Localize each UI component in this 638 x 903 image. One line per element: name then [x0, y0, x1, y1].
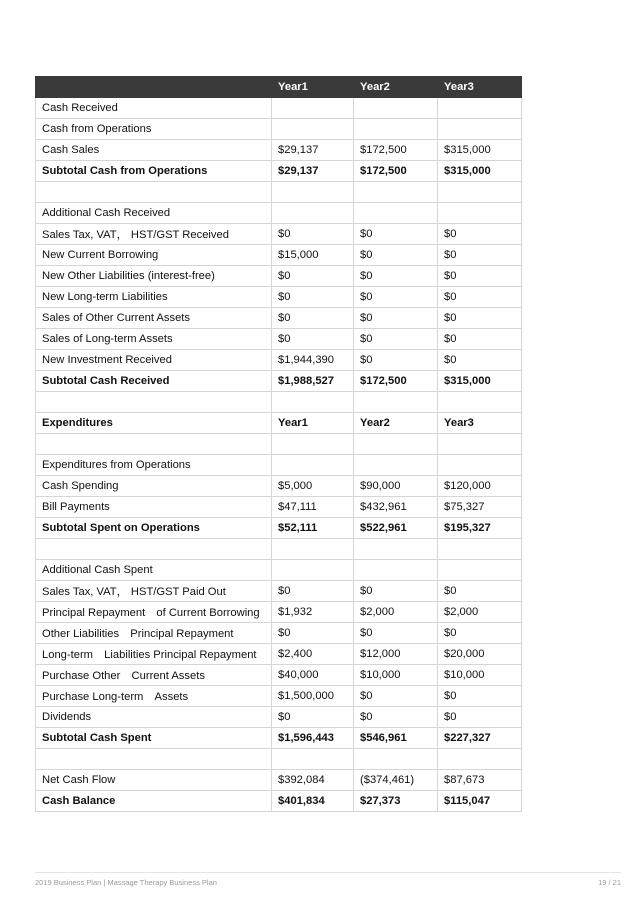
row-label-cell: Subtotal Cash Received — [36, 371, 272, 392]
year2-value-cell — [354, 560, 438, 581]
year1-value-cell — [272, 182, 354, 203]
year3-value-cell — [438, 455, 522, 476]
year3-value-cell: $0 — [438, 224, 522, 245]
row-label-cell: Cash from Operations — [36, 119, 272, 140]
year2-value-cell: $12,000 — [354, 644, 438, 665]
year1-value-cell — [272, 119, 354, 140]
row-label-cell: Principal Repayment of Current Borrowing — [36, 602, 272, 623]
header-label-cell — [36, 77, 272, 98]
row-label-cell: New Other Liabilities (interest-free) — [36, 266, 272, 287]
row-label-cell: Cash Spending — [36, 476, 272, 497]
year1-value-cell — [272, 203, 354, 224]
row-label-cell: Bill Payments — [36, 497, 272, 518]
table-body — [36, 98, 522, 812]
year2-value-cell: $27,373 — [354, 791, 438, 812]
year3-value-cell — [438, 749, 522, 770]
table-row — [36, 371, 522, 392]
row-label-cell: New Investment Received — [36, 350, 272, 371]
year2-value-cell: $2,000 — [354, 602, 438, 623]
table-row — [36, 497, 522, 518]
row-label-cell: Dividends — [36, 707, 272, 728]
year3-value-cell: $0 — [438, 350, 522, 371]
footer-page-number: 19 / 21 — [598, 878, 621, 887]
year3-value-cell: $227,327 — [438, 728, 522, 749]
table-row — [36, 770, 522, 791]
year1-value-cell: $52,111 — [272, 518, 354, 539]
year1-value-cell — [272, 539, 354, 560]
year1-value-cell: $47,111 — [272, 497, 354, 518]
year1-value-cell: $1,596,443 — [272, 728, 354, 749]
row-label-cell: Additional Cash Spent — [36, 560, 272, 581]
table-row — [36, 518, 522, 539]
year1-value-cell — [272, 560, 354, 581]
year2-value-cell: $0 — [354, 287, 438, 308]
year3-value-cell — [438, 434, 522, 455]
table-row — [36, 161, 522, 182]
year1-value-cell: $1,500,000 — [272, 686, 354, 707]
year2-value-cell: $432,961 — [354, 497, 438, 518]
year1-value-cell: $1,932 — [272, 602, 354, 623]
year2-value-cell: $0 — [354, 224, 438, 245]
year3-value-cell: $0 — [438, 686, 522, 707]
table-row — [36, 308, 522, 329]
year3-value-cell: $0 — [438, 266, 522, 287]
year2-value-cell — [354, 455, 438, 476]
year2-value-cell — [354, 203, 438, 224]
year3-value-cell: $2,000 — [438, 602, 522, 623]
table-row — [36, 434, 522, 455]
row-label-cell: Purchase Other Current Assets — [36, 665, 272, 686]
year1-value-cell — [272, 98, 354, 119]
row-label-cell — [36, 539, 272, 560]
year1-value-cell: $0 — [272, 308, 354, 329]
table-row — [36, 560, 522, 581]
year3-value-cell: Year3 — [438, 413, 522, 434]
year2-value-cell: $0 — [354, 266, 438, 287]
year2-value-cell: $0 — [354, 308, 438, 329]
table-row — [36, 539, 522, 560]
year3-value-cell: $195,327 — [438, 518, 522, 539]
year3-value-cell: $115,047 — [438, 791, 522, 812]
year3-value-cell — [438, 182, 522, 203]
year1-value-cell: $5,000 — [272, 476, 354, 497]
year2-value-cell: $0 — [354, 686, 438, 707]
year1-value-cell: $0 — [272, 329, 354, 350]
row-label-cell: Sales of Other Current Assets — [36, 308, 272, 329]
row-label-cell — [36, 182, 272, 203]
year3-value-cell: $315,000 — [438, 161, 522, 182]
table-row — [36, 602, 522, 623]
year2-value-cell — [354, 392, 438, 413]
year2-value-cell: $172,500 — [354, 140, 438, 161]
table-row — [36, 665, 522, 686]
year2-value-cell: Year2 — [354, 413, 438, 434]
year1-value-cell — [272, 392, 354, 413]
year2-value-cell: $172,500 — [354, 161, 438, 182]
table-row — [36, 98, 522, 119]
year1-value-cell: $392,084 — [272, 770, 354, 791]
year3-value-cell: $0 — [438, 623, 522, 644]
table-header-row — [36, 77, 522, 98]
table-row — [36, 266, 522, 287]
row-label-cell: Cash Balance — [36, 791, 272, 812]
footer-document-title: 2019 Business Plan | Massage Therapy Business Plan — [35, 878, 217, 887]
row-label-cell: Long-term Liabilities Principal Repayment — [36, 644, 272, 665]
row-label-cell — [36, 749, 272, 770]
row-label-cell: Subtotal Spent on Operations — [36, 518, 272, 539]
year3-value-cell — [438, 119, 522, 140]
header-year2: Year2 — [354, 77, 438, 98]
year2-value-cell: $90,000 — [354, 476, 438, 497]
cash-flow-table — [35, 76, 522, 812]
year2-value-cell: $0 — [354, 707, 438, 728]
table-row — [36, 392, 522, 413]
year2-value-cell — [354, 182, 438, 203]
year3-value-cell — [438, 392, 522, 413]
table-row — [36, 140, 522, 161]
row-label-cell — [36, 434, 272, 455]
year3-value-cell — [438, 560, 522, 581]
year3-value-cell: $0 — [438, 308, 522, 329]
table-row — [36, 329, 522, 350]
year2-value-cell: $172,500 — [354, 371, 438, 392]
page-footer — [35, 872, 621, 887]
year1-value-cell: Year1 — [272, 413, 354, 434]
row-label-cell: Additional Cash Received — [36, 203, 272, 224]
year2-value-cell — [354, 539, 438, 560]
table-row — [36, 350, 522, 371]
year1-value-cell: $0 — [272, 287, 354, 308]
year1-value-cell — [272, 434, 354, 455]
year3-value-cell: $10,000 — [438, 665, 522, 686]
row-label-cell: Expenditures — [36, 413, 272, 434]
row-label-cell: Other Liabilities Principal Repayment — [36, 623, 272, 644]
table-row — [36, 455, 522, 476]
row-label-cell: Net Cash Flow — [36, 770, 272, 791]
year3-value-cell: $75,327 — [438, 497, 522, 518]
year3-value-cell: $315,000 — [438, 371, 522, 392]
row-label-cell: Sales Tax, VAT， HST/GST Paid Out — [36, 581, 272, 602]
year3-value-cell: $87,673 — [438, 770, 522, 791]
table-row — [36, 245, 522, 266]
table-row — [36, 644, 522, 665]
year3-value-cell: $0 — [438, 329, 522, 350]
table-row — [36, 623, 522, 644]
row-label-cell — [36, 392, 272, 413]
year1-value-cell: $401,834 — [272, 791, 354, 812]
year3-value-cell — [438, 539, 522, 560]
year1-value-cell: $2,400 — [272, 644, 354, 665]
year2-value-cell: $0 — [354, 581, 438, 602]
table-row — [36, 749, 522, 770]
year1-value-cell — [272, 455, 354, 476]
year2-value-cell: $10,000 — [354, 665, 438, 686]
year3-value-cell: $120,000 — [438, 476, 522, 497]
year3-value-cell — [438, 203, 522, 224]
table-row — [36, 413, 522, 434]
table-row — [36, 182, 522, 203]
year1-value-cell: $0 — [272, 224, 354, 245]
row-label-cell: Subtotal Cash from Operations — [36, 161, 272, 182]
header-year3: Year3 — [438, 77, 522, 98]
row-label-cell: New Long-term Liabilities — [36, 287, 272, 308]
header-year1: Year1 — [272, 77, 354, 98]
year1-value-cell: $1,988,527 — [272, 371, 354, 392]
year1-value-cell: $40,000 — [272, 665, 354, 686]
year3-value-cell: $0 — [438, 287, 522, 308]
year3-value-cell — [438, 98, 522, 119]
year1-value-cell: $15,000 — [272, 245, 354, 266]
year2-value-cell: $546,961 — [354, 728, 438, 749]
row-label-cell: New Current Borrowing — [36, 245, 272, 266]
year2-value-cell — [354, 119, 438, 140]
year1-value-cell: $0 — [272, 623, 354, 644]
table-row — [36, 686, 522, 707]
table-row — [36, 203, 522, 224]
year1-value-cell: $1,944,390 — [272, 350, 354, 371]
year1-value-cell: $0 — [272, 581, 354, 602]
row-label-cell: Sales Tax, VAT， HST/GST Received — [36, 224, 272, 245]
year1-value-cell — [272, 749, 354, 770]
year2-value-cell — [354, 749, 438, 770]
row-label-cell: Subtotal Cash Spent — [36, 728, 272, 749]
row-label-cell: Sales of Long-term Assets — [36, 329, 272, 350]
row-label-cell: Cash Received — [36, 98, 272, 119]
year1-value-cell: $0 — [272, 266, 354, 287]
year3-value-cell: $20,000 — [438, 644, 522, 665]
year1-value-cell: $29,137 — [272, 140, 354, 161]
year2-value-cell — [354, 98, 438, 119]
year2-value-cell — [354, 434, 438, 455]
year2-value-cell: ($374,461) — [354, 770, 438, 791]
year2-value-cell: $0 — [354, 623, 438, 644]
table-row — [36, 581, 522, 602]
year3-value-cell: $0 — [438, 581, 522, 602]
year2-value-cell: $0 — [354, 350, 438, 371]
year1-value-cell: $0 — [272, 707, 354, 728]
year2-value-cell: $0 — [354, 329, 438, 350]
table-row — [36, 224, 522, 245]
table-row — [36, 476, 522, 497]
row-label-cell: Expenditures from Operations — [36, 455, 272, 476]
year2-value-cell: $522,961 — [354, 518, 438, 539]
year1-value-cell: $29,137 — [272, 161, 354, 182]
year3-value-cell: $315,000 — [438, 140, 522, 161]
table-row — [36, 707, 522, 728]
table-row — [36, 728, 522, 749]
year3-value-cell: $0 — [438, 707, 522, 728]
year3-value-cell: $0 — [438, 245, 522, 266]
table-row — [36, 287, 522, 308]
row-label-cell: Cash Sales — [36, 140, 272, 161]
year2-value-cell: $0 — [354, 245, 438, 266]
table-row — [36, 791, 522, 812]
table-row — [36, 119, 522, 140]
row-label-cell: Purchase Long-term Assets — [36, 686, 272, 707]
